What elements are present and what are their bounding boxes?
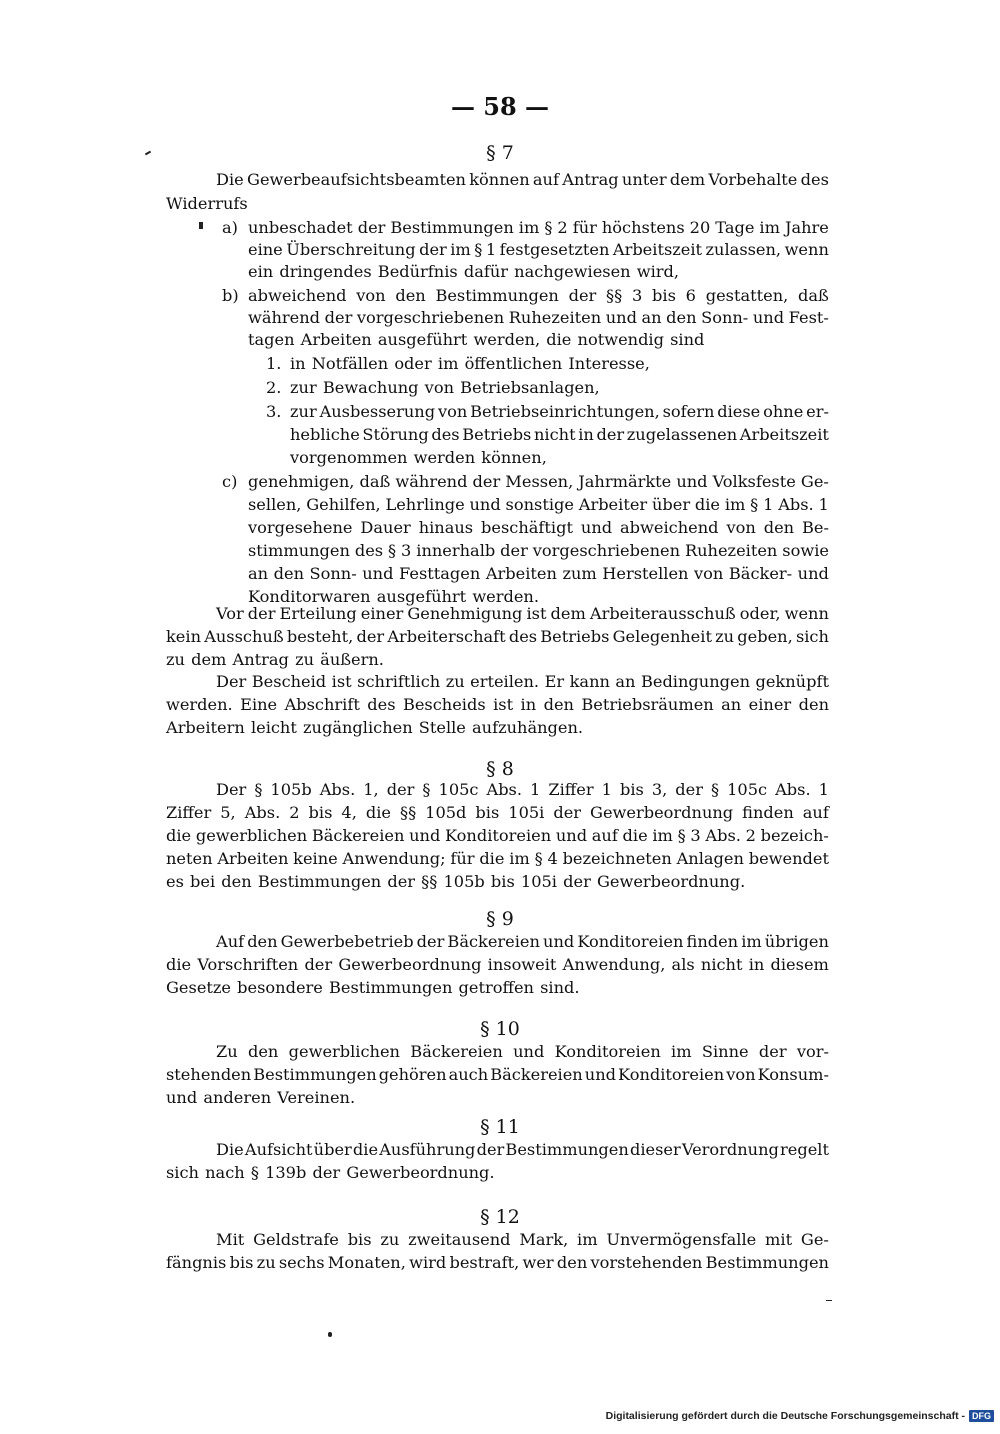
scan-mark [328, 1332, 332, 1337]
text-line: kein Ausschuß besteht, der Arbeiterschaft des Betriebs Gelegenheit zu geben, sich [166, 627, 829, 646]
section-heading: § 12 [480, 1206, 520, 1228]
text-line: Der Bescheid ist schriftlich zu erteilen. Er kann an Bedingungen geknüpft [216, 672, 829, 691]
scan-mark [199, 222, 203, 229]
text-line: Die Aufsicht über die Ausführung der Bestimmungen dieser Verordnung regelt [216, 1140, 829, 1159]
section-heading: § 9 [486, 908, 514, 930]
text-line: in Notfällen oder im öffentlichen Interesse, [290, 354, 650, 373]
text-line: Gesetze besondere Bestimmungen getroffen sind. [166, 978, 580, 997]
text-line: Die Gewerbeaufsichtsbeamten können auf Antrag unter dem Vorbehalte des [216, 170, 829, 189]
section-heading: § 11 [480, 1116, 520, 1138]
text-line: hebliche Störung des Betriebs nicht in der zugelassenen Arbeitszeit [290, 425, 829, 444]
text-line: Arbeitern leicht zugänglichen Stelle aufzuhängen. [166, 718, 584, 737]
text-line: ein dringendes Bedürfnis dafür nachgewiesen wird, [248, 262, 680, 281]
text-line: unbeschadet der Bestimmungen im § 2 für höchstens 20 Tage im Jahre [248, 218, 829, 237]
text-line: eine Überschreitung der im § 1 festgesetzten Arbeitszeit zulassen, wenn [248, 240, 829, 259]
text-line: an den Sonn- und Festtagen Arbeiten zum Herstellen von Bäcker- und [248, 564, 829, 583]
text-line: die Vorschriften der Gewerbeordnung insoweit Anwendung, als nicht in diesem [166, 955, 829, 974]
text-line: Konditorwaren ausgeführt werden. [248, 587, 539, 606]
text-line: vorgesehene Dauer hinaus beschäftigt und abweichend von den Be- [248, 518, 829, 537]
digitization-credit [606, 1410, 994, 1422]
scan-mark [826, 1300, 832, 1301]
section-heading: § 7 [486, 142, 514, 164]
text-line: abweichend von den Bestimmungen der §§ 3 bis 6 gestatten, daß [248, 286, 829, 305]
text-line: fängnis bis zu sechs Monaten, wird bestraft, wer den vorstehenden Bestimmungen [166, 1253, 829, 1272]
text-line: Ziffer 5, Abs. 2 bis 4, die §§ 105d bis 105i der Gewerbeordnung finden auf [166, 803, 829, 822]
section-heading: § 10 [480, 1018, 520, 1040]
list-label: c) [222, 472, 238, 491]
list-label: 2. [266, 378, 282, 397]
text-line: Vor der Erteilung einer Genehmigung ist dem Arbeiterausschuß oder, wenn [216, 604, 829, 623]
text-line: neten Arbeiten keine Anwendung; für die im § 4 bezeichneten Anlagen bewendet [166, 849, 829, 868]
text-line: Auf den Gewerbebetrieb der Bäckereien und Konditoreien finden im übrigen [216, 932, 829, 951]
list-label: b) [222, 286, 239, 305]
text-line: vorgenommen werden können, [290, 448, 547, 467]
list-label: a) [222, 218, 238, 237]
text-line: Der § 105b Abs. 1, der § 105c Abs. 1 Ziffer 1 bis 3, der § 105c Abs. 1 [216, 780, 829, 799]
text-line: es bei den Bestimmungen der §§ 105b bis 105i der Gewerbeordnung. [166, 872, 746, 891]
page-number: — 58 — [450, 92, 550, 121]
text-line: Zu den gewerblichen Bäckereien und Konditoreien im Sinne der vor- [216, 1042, 829, 1061]
text-line: während der vorgeschriebenen Ruhezeiten und an den Sonn- und Fest- [248, 308, 829, 327]
list-label: 1. [266, 354, 282, 373]
footer-text: Digitalisierung gefördert durch die Deutsche Forschungsgemeinschaft - [605, 1410, 965, 1422]
text-line: Mit Geldstrafe bis zu zweitausend Mark, im Unvermögensfalle mit Ge- [216, 1230, 829, 1249]
section-heading: § 8 [486, 758, 514, 780]
text-line: zur Ausbesserung von Betriebseinrichtungen, sofern diese ohne er- [290, 402, 829, 421]
text-line: die gewerblichen Bäckereien und Konditoreien und auf die im § 3 Abs. 2 bezeich- [166, 826, 829, 845]
text-line: stimmungen des § 3 innerhalb der vorgeschriebenen Ruhezeiten sowie [248, 541, 829, 560]
dfg-logo: DFG [969, 1410, 994, 1422]
text-line: werden. Eine Abschrift des Bescheids ist in den Betriebsräumen an einer den [166, 695, 829, 714]
text-line: und anderen Vereinen. [166, 1088, 356, 1107]
text-line: stehenden Bestimmungen gehören auch Bäckereien und Konditoreien von Konsum- [166, 1065, 829, 1084]
text-line: zu dem Antrag zu äußern. [166, 650, 384, 669]
text-line: sellen, Gehilfen, Lehrlinge und sonstige Arbeiter über die im § 1 Abs. 1 [248, 495, 829, 514]
text-line: sich nach § 139b der Gewerbeordnung. [166, 1163, 495, 1182]
text-line: zur Bewachung von Betriebsanlagen, [290, 378, 600, 397]
text-line: Widerrufs [166, 194, 248, 213]
text-line: genehmigen, daß während der Messen, Jahrmärkte und Volksfeste Ge- [248, 472, 829, 491]
text-line: tagen Arbeiten ausgeführt werden, die notwendig sind [248, 330, 705, 349]
list-label: 3. [266, 402, 282, 421]
